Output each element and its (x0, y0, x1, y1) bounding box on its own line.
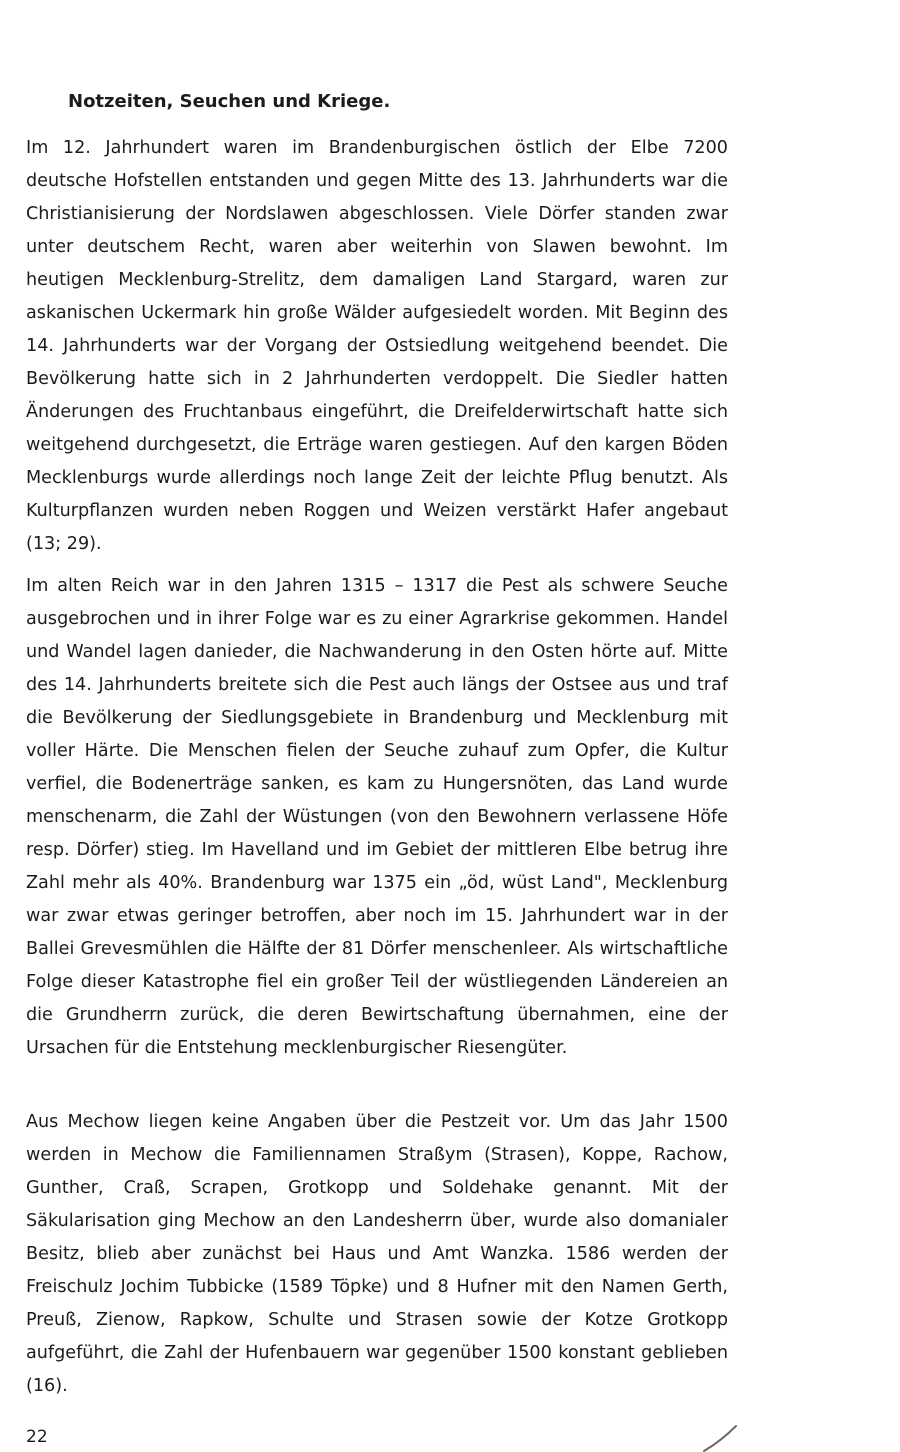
paragraph-settlement: Im 12. Jahrhundert waren im Brandenburgischen östlich der Elbe 7200 deutsche Hofstellen entstanden und gegen Mitte des 13. Jahrhunderts war die Christianisierung der Nordslawen abgeschlossen. Viele Dörfer standen zwar unter deutschem Recht, waren aber weiterhin von Slawen bewohnt. Im heutigen Mecklenburg-Strelitz, dem damaligen Land Stargard, waren zur askanischen Uckermark hin große Wälder aufgesiedelt worden. Mit Beginn des 14. Jahrhunderts war der Vorgang der Ostsiedlung weitgehend beendet. Die Bevölkerung hatte sich in 2 Jahrhunderten verdoppelt. Die Siedler hatten Änderungen des Fruchtanbaus eingeführt, die Dreifelderwirtschaft hatte sich weitgehend durchgesetzt, die Erträge waren gestiegen. Auf den kargen Böden Mecklenburgs wurde allerdings noch lange Zeit der leichte Pflug benutzt. Als Kulturpflanzen wurden neben Roggen und Weizen verstärkt Hafer angebaut (13; 29). (26, 138, 728, 554)
pen-stroke-mark (690, 1418, 750, 1452)
page-number: 22 (26, 1427, 48, 1447)
book-page (26, 0, 728, 1449)
paragraph-plague: Im alten Reich war in den Jahren 1315 – 1317 die Pest als schwere Seuche ausgebrochen und in ihrer Folge war es zu einer Agrarkrise gekommen. Handel und Wandel lagen danieder, die Nachwanderung in den Osten hörte auf. Mitte des 14. Jahrhunderts breitete sich die Pest auch längs der Ostsee aus und traf die Bevölkerung der Siedlungsgebiete in Brandenburg und Mecklenburg mit voller Härte. Die Menschen fielen der Seuche zuhauf zum Opfer, die Kultur verfiel, die Bodenerträge sanken, es kam zu Hungersnöten, das Land wurde menschenarm, die Zahl der Wüstungen (von den Bewohnern verlassene Höfe resp. Dörfer) stieg. Im Havelland und im Gebiet der mittleren Elbe betrug ihre Zahl mehr als 40%. Brandenburg war 1375 ein „öd, wüst Land", Mecklenburg war zwar etwas geringer betroffen, aber noch im 15. Jahrhundert war in der Ballei Grevesmühlen die Hälfte der 81 Dörfer menschenleer. Als wirtschaftliche Folge dieser Katastrophe fiel ein großer Teil der wüstliegenden Ländereien an die Grundherrn zurück, die deren Bewirtschaftung übernahmen, eine der Ursachen für die Entstehung mecklenburgischer Riesengüter. (26, 576, 728, 1058)
paragraph-mechow: Aus Mechow liegen keine Angaben über die Pestzeit vor. Um das Jahr 1500 werden in Mechow die Familiennamen Straßym (Strasen), Koppe, Rachow, Gunther, Craß, Scrapen, Grotkopp und Soldehake genannt. Mit der Säkularisation ging Mechow an den Landesherrn über, wurde also domanialer Besitz, blieb aber zunächst bei Haus und Amt Wanzka. 1586 werden der Freischulz Jochim Tubbicke (1589 Töpke) und 8 Hufner mit den Namen Gerth, Preuß, Zienow, Rapkow, Schulte und Strasen sowie der Kotze Grotkopp aufgeführt, die Zahl der Hufenbauern war gegenüber 1500 konstant geblieben (16). (26, 1112, 728, 1396)
section-heading: Notzeiten, Seuchen und Kriege. (68, 91, 391, 112)
